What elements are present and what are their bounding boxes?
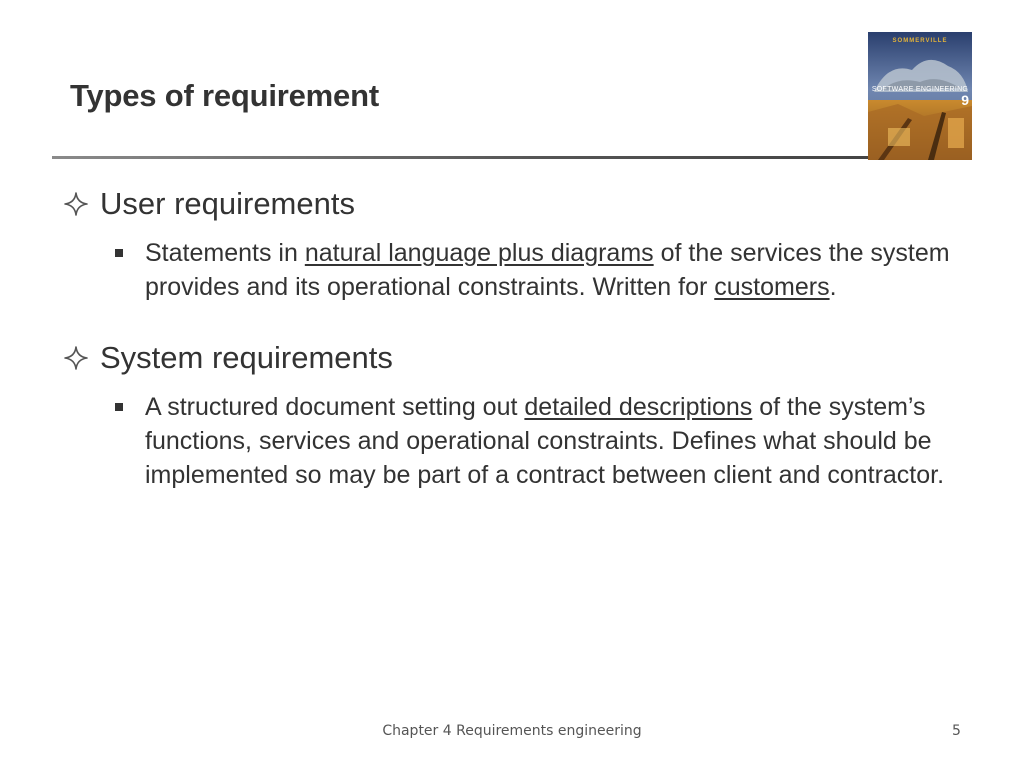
bullet-system-requirements <box>115 390 972 492</box>
section-heading-text: User requirements <box>100 186 355 221</box>
slide-body <box>62 186 972 492</box>
square-bullet-icon <box>115 249 123 257</box>
bullet-text-part: of the services the system provides and its operational constraints. Written for <box>145 239 950 301</box>
four-point-star-bullet-icon <box>62 344 90 372</box>
book-cover-edition: 9 <box>961 92 969 108</box>
underlined-phrase: customers <box>714 273 830 301</box>
slide-footer: Chapter 4 Requirements engineering <box>382 723 642 739</box>
section-heading-user-requirements <box>62 186 972 222</box>
section-heading-text: System requirements <box>100 340 393 375</box>
bullet-text-part: A structured document setting out <box>145 393 525 421</box>
underlined-phrase: detailed descriptions <box>524 393 753 421</box>
square-bullet-icon <box>115 403 123 411</box>
underlined-phrase: natural language plus diagrams <box>304 239 654 267</box>
book-cover-image <box>868 32 972 160</box>
slide-title: Types of requirement <box>70 78 379 113</box>
section-heading-system-requirements <box>62 340 972 376</box>
bullet-text-part: Statements in <box>145 239 305 267</box>
book-cover-title: SOFTWARE ENGINEERING <box>871 86 969 93</box>
bullet-user-requirements <box>115 236 972 304</box>
four-point-star-bullet-icon <box>62 190 90 218</box>
book-cover-artwork <box>868 32 972 160</box>
page-number: 5 <box>952 723 961 739</box>
bullet-text-part: . <box>829 273 837 301</box>
bullet-text <box>145 390 972 492</box>
title-underline-rule <box>52 156 872 159</box>
book-cover-brand: SOMMERVILLE <box>892 38 948 44</box>
bullet-text-part: of the system’s functions, services and operational constraints. Defines what should be implemented so may be part of a contract between client and contractor. <box>145 393 945 489</box>
bullet-text <box>145 236 972 304</box>
